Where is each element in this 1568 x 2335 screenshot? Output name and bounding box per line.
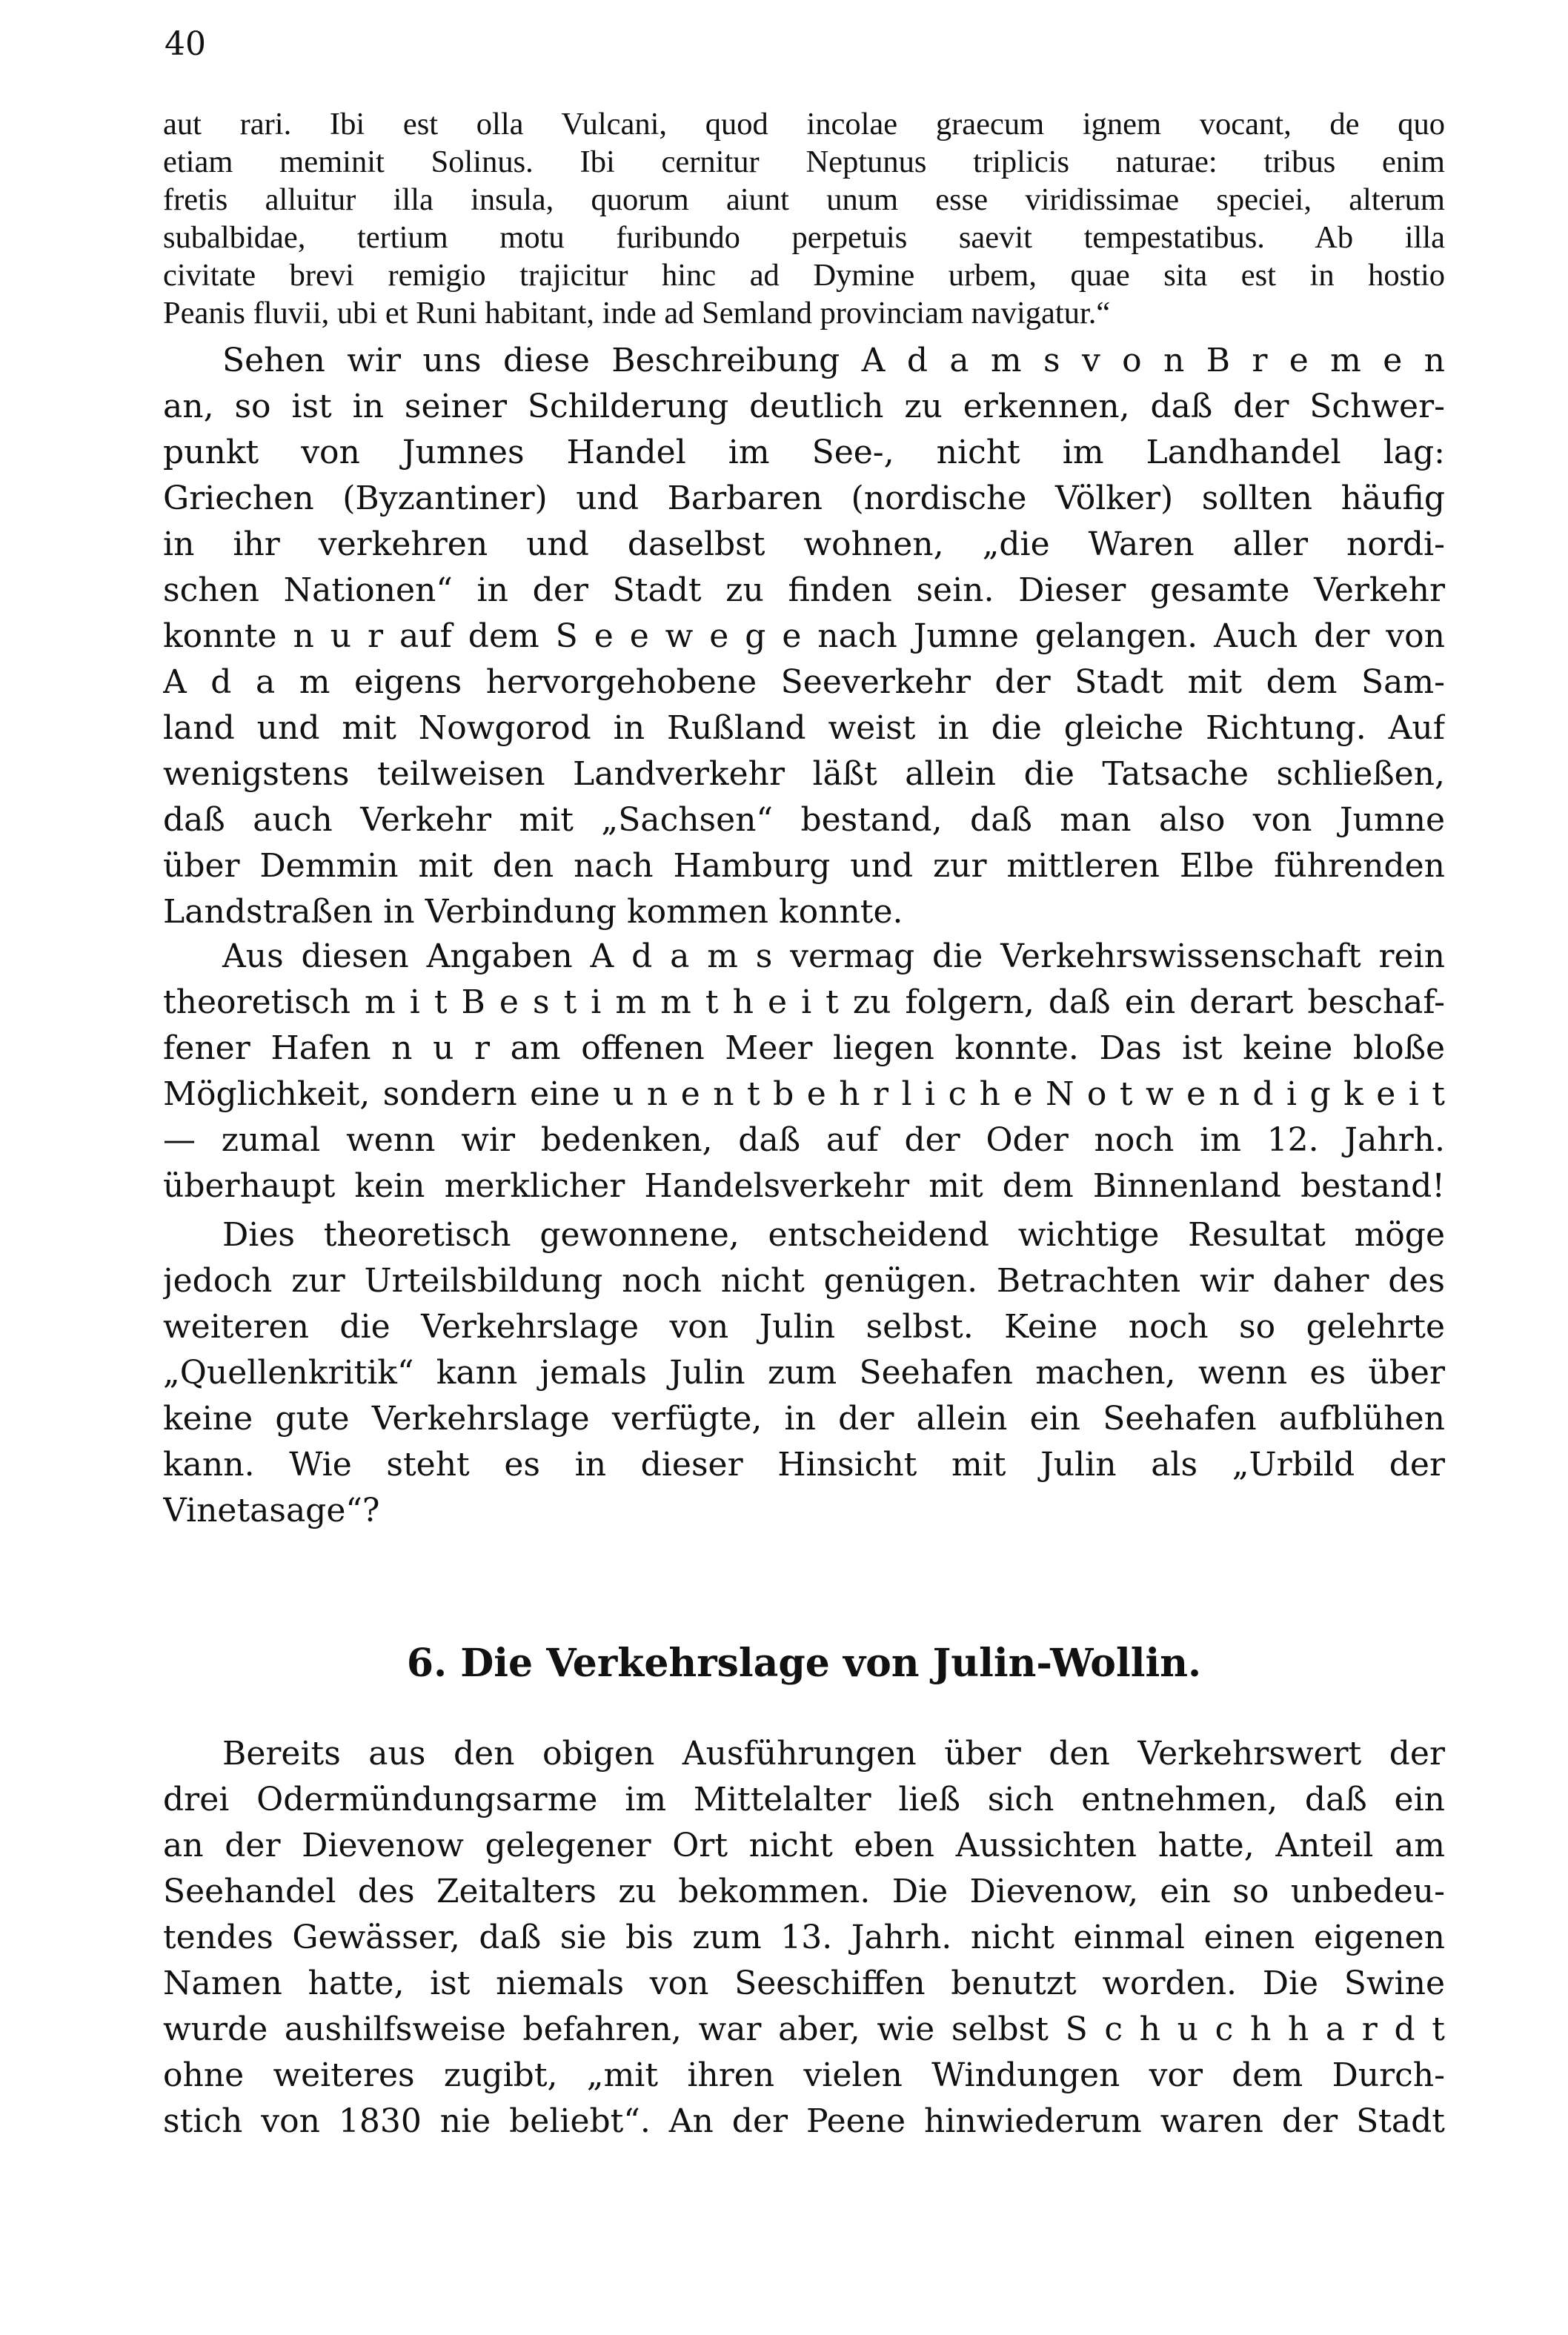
text-line: an, so ist in seiner Schilderung deutlich zu erkennen, daß der Schwer- — [163, 388, 1445, 425]
text-line: wurde aushilfsweise befahren, war aber, wie selbst S c h u c h h a r d t — [163, 2010, 1445, 2048]
text-line: jedoch zur Urteilsbildung noch nicht genügen. Betrachten wir daher des — [163, 1262, 1445, 1300]
text-line: Möglichkeit, sondern eine u n e n t b e h r l i c h e N o t w e n d i g k e i t — [163, 1075, 1445, 1113]
text-line: an der Dievenow gelegener Ort nicht eben Aussichten hatte, Anteil am — [163, 1827, 1445, 1864]
text-line: land und mit Nowgorod in Rußland weist in die gleiche Richtung. Auf — [163, 709, 1445, 747]
quote-line: civitate brevi remigio trajicitur hinc ad Dymine urbem, quae sita est in hostio — [163, 258, 1445, 293]
text-line: Vinetasage“? — [163, 1492, 380, 1529]
text-line: daß auch Verkehr mit „Sachsen“ bestand, daß man also von Jumne — [163, 801, 1445, 839]
text-line: stich von 1830 nie beliebt“. An der Peene hinwiederum waren der Stadt — [163, 2102, 1445, 2140]
section-heading: 6. Die Verkehrslage von Julin-Wollin. — [406, 1641, 1202, 1686]
paragraph-3 — [163, 1212, 1445, 1534]
text-line: keine gute Verkehrslage verfügte, in der allein ein Seehafen aufblühen — [163, 1400, 1445, 1438]
text-line: Aus diesen Angaben A d a m s vermag die Verkehrswissenschaft rein — [222, 937, 1445, 975]
page-number: 40 — [165, 25, 206, 63]
text-line: Landstraßen in Verbindung kommen konnte. — [163, 893, 903, 931]
text-line: weiteren die Verkehrslage von Julin selbst. Keine noch so gelehrte — [163, 1308, 1445, 1346]
quote-line: subalbidae, tertium motu furibundo perpetuis saevit tempestatibus. Ab illa — [163, 220, 1445, 255]
quote-line: Peanis fluvii, ubi et Runi habitant, inde ad Semland provinciam navigatur.“ — [163, 296, 1111, 331]
text-line: punkt von Jumnes Handel im See-, nicht im Landhandel lag: — [163, 434, 1445, 471]
text-line: Griechen (Byzantiner) und Barbaren (nordische Völker) sollten häufig — [163, 479, 1445, 517]
text-line: überhaupt kein merklicher Handelsverkehr mit dem Binnenland bestand! — [163, 1167, 1445, 1205]
quote-line: fretis alluitur illa insula, quorum aiunt unum esse viridissimae speciei, alterum — [163, 182, 1445, 217]
paragraph-4 — [163, 1731, 1445, 2145]
paragraph-2 — [163, 934, 1445, 1209]
text-line: — zumal wenn wir bedenken, daß auf der Oder noch im 12. Jahrh. — [163, 1121, 1445, 1159]
quote-line: etiam meminit Solinus. Ibi cernitur Neptunus triplicis naturae: tribus enim — [163, 145, 1445, 179]
latin-quote-block — [163, 105, 1445, 332]
text-line: fener Hafen n u r am offenen Meer liegen konnte. Das ist keine bloße — [163, 1029, 1445, 1067]
text-line: Sehen wir uns diese Beschreibung A d a m s v o n B r e m e n — [222, 342, 1445, 379]
text-line: tendes Gewässer, daß sie bis zum 13. Jahrh. nicht einmal einen eigenen — [163, 1919, 1445, 1956]
quote-line: aut rari. Ibi est olla Vulcani, quod incolae graecum ignem vocant, de quo — [163, 107, 1445, 142]
text-line: Bereits aus den obigen Ausführungen über den Verkehrswert der — [222, 1735, 1445, 1773]
paragraph-1 — [163, 338, 1445, 935]
text-line: Namen hatte, ist niemals von Seeschiffen benutzt worden. Die Swine — [163, 1964, 1445, 2002]
text-line: kann. Wie steht es in dieser Hinsicht mit Julin als „Urbild der — [163, 1446, 1445, 1484]
text-line: drei Odermündungsarme im Mittelalter ließ sich entnehmen, daß ein — [163, 1781, 1445, 1818]
text-line: konnte n u r auf dem S e e w e g e nach Jumne gelangen. Auch der von — [163, 617, 1445, 655]
text-line: A d a m eigens hervorgehobene Seeverkehr der Stadt mit dem Sam- — [163, 663, 1445, 701]
text-line: Dies theoretisch gewonnene, entscheidend wichtige Resultat möge — [222, 1216, 1445, 1254]
text-line: in ihr verkehren und daselbst wohnen, „die Waren aller nordi- — [163, 525, 1445, 563]
text-line: Seehandel des Zeitalters zu bekommen. Die Dievenow, ein so unbedeu- — [163, 1873, 1445, 1910]
text-line: „Quellenkritik“ kann jemals Julin zum Seehafen machen, wenn es über — [163, 1354, 1445, 1392]
text-line: über Demmin mit den nach Hamburg und zur mittleren Elbe führenden — [163, 847, 1445, 885]
text-line: schen Nationen“ in der Stadt zu finden sein. Dieser gesamte Verkehr — [163, 571, 1445, 609]
text-line: theoretisch m i t B e s t i m m t h e i t zu folgern, daß ein derart beschaf- — [163, 983, 1445, 1021]
text-line: ohne weiteres zugibt, „mit ihren vielen Windungen vor dem Durch- — [163, 2056, 1445, 2094]
text-line: wenigstens teilweisen Landverkehr läßt allein die Tatsache schließen, — [163, 755, 1445, 793]
